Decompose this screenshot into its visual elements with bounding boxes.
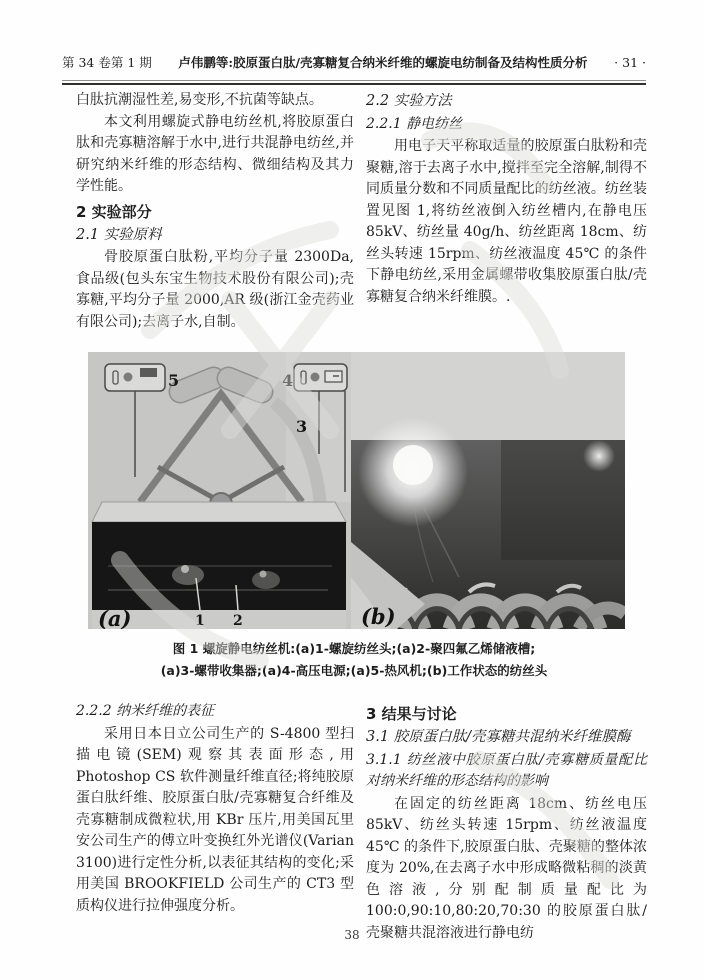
- figure-callout-1: 1: [195, 613, 205, 629]
- heading-section-2-2-1: 2.2.1 静电纺丝: [366, 115, 463, 132]
- heading-section-2: 2 实验部分: [76, 202, 152, 221]
- figure1-photo-b: [351, 352, 625, 629]
- paragraph-intro: 本文利用螺旋式静电纺丝机,将胶原蛋白肽和壳寡糖溶解于水中,进行共混静电纺丝,并研究纳米纤维的形态结构、微细结构及其力学性能。: [76, 113, 354, 194]
- heading-section-2-1: 2.1 实验原料: [76, 226, 162, 243]
- figure1-photo-a: [88, 352, 351, 629]
- column-bottom-right: [366, 700, 647, 944]
- column-top-left: [76, 90, 354, 333]
- column-top-right: [366, 90, 647, 308]
- figure1-caption-line2: (a)3-螺带收集器;(a)4-高压电源;(a)5-热风机;(b)工作状态的纺丝头: [160, 663, 548, 678]
- page-header: [62, 53, 646, 71]
- knob-icon: [124, 373, 133, 382]
- column-bottom-left: [76, 700, 354, 917]
- figure1-caption: [74, 638, 634, 682]
- header-page-marker: · 31 ·: [614, 55, 646, 70]
- paragraph-characterization: 采用日本日立公司生产的 S-4800 型扫描电镜(SEM)观察其表面形态,用 Photoshop CS 软件测量纤维直径;将纯胶原蛋白肽纤维、胶原蛋白肽/壳寡糖复合纤维及壳寡糖制成微粒状,用 KBr 压片,用美国瓦里安公司生产的傅立叶变换红外光谱仪(Varian 3100)进行定性分析,以表征其结构的变化;采用美国 BROOKFIELD 公司生产的 CT3 型质构仪进行拉伸强度分析。: [76, 725, 354, 914]
- header-rule-thin: [62, 80, 646, 81]
- panel-a-label: (a): [98, 606, 132, 629]
- paragraph-electrospinning: 用电子天平称取适量的胶原蛋白肽粉和壳聚糖,溶于去离子水中,搅拌至完全溶解,制得不同质量分数和不同质量配比的纺丝液。纺丝装置见图 1,将纺丝液倒入纺丝槽内,在静电压 85kV、纺丝量 40g/h、纺丝距离 18cm、纺丝头转速 15rpm、纺丝液温度 45℃ 的条件下静电纺丝,采用金属螺带收集胶原蛋白肽/壳寡糖复合纳米纤维膜。.: [366, 138, 647, 305]
- figure1: [88, 352, 625, 629]
- display-icon: [140, 368, 157, 377]
- heading-section-3: 3 结果与讨论: [366, 705, 457, 723]
- heading-section-3-1: 3.1 胶原蛋白肽/壳寡糖共混纳米纤维膜酶: [366, 729, 631, 745]
- paragraph-results: 在固定的纺丝距离 18cm、纺丝电压 85kV、纺丝头转速 15rpm、纺丝液温度 45℃ 的条件下,胶原蛋白肽、壳聚糖的整体浓度为 20%,在去离子水中形成略微粘稠的淡黄色溶液,分别配制质量配比为 100:0,90:10,80:20,70:30 的胶原蛋白肽/壳聚糖共混溶液进行静电纺: [366, 795, 647, 941]
- heading-section-2-2-2: 2.2.2 纳米纤维的表征: [76, 703, 215, 719]
- header-rule-thick: [62, 83, 646, 85]
- figure1-caption-line1: 图 1 螺旋静电纺丝机:(a)1-螺旋纺丝头;(a)2-聚四氟乙烯储液槽;: [172, 641, 536, 656]
- figure-callout-4: 4: [282, 371, 294, 390]
- panel-b-label: (b): [361, 604, 396, 629]
- header-running-title: 卢伟鹏等:胶原蛋白肽/壳寡糖复合纳米纤维的螺旋电纺制备及结构性质分析: [178, 55, 588, 70]
- figure-callout-3: 3: [296, 417, 308, 436]
- heading-section-2-2: 2.2 实验方法: [366, 93, 452, 109]
- paragraph-continuation: 白肽抗潮湿性差,易变形,不抗菌等缺点。: [76, 92, 323, 108]
- knob-icon: [311, 373, 320, 382]
- header-issue: 第 34 卷第 1 期: [62, 55, 152, 70]
- small-glow: [583, 440, 615, 472]
- figure-callout-2: 2: [233, 613, 243, 629]
- figure-callout-5: 5: [168, 371, 180, 390]
- paragraph-materials: 骨胶原蛋白肽粉,平均分子量 2300Da,食品级(包头东宝生物技术股份有限公司);壳寡糖,平均分子量 2000,AR 级(浙江金壳药业有限公司);去离子水,自制。: [76, 249, 354, 330]
- footer-page-number: 38: [344, 928, 360, 942]
- heading-section-3-1-1: 3.1.1 纺丝液中胶原蛋白肽/壳寡糖质量配比对纳米纤维的形态结构的影响: [366, 751, 647, 789]
